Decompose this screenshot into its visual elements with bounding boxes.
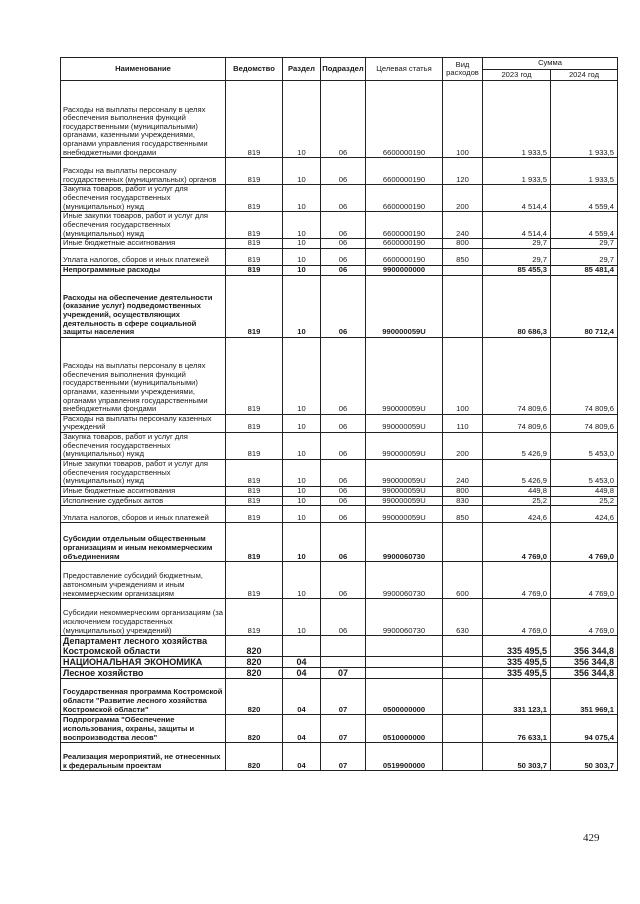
cell-name: Уплата налогов, сборов и иных платежей — [61, 248, 226, 265]
cell-dept: 819 — [226, 562, 283, 599]
header-subsection: Подраздел — [321, 58, 366, 81]
cell-section: 10 — [283, 275, 321, 337]
cell-sum-2023: 449,8 — [483, 486, 551, 496]
cell-sum-2023: 4 514,4 — [483, 212, 551, 239]
header-kind: Вид расходов — [443, 58, 483, 81]
cell-kind: 600 — [443, 562, 483, 599]
cell-section: 10 — [283, 239, 321, 249]
cell-name: Расходы на выплаты персоналу казенных учреждений — [61, 414, 226, 432]
cell-target: 6600000190 — [366, 185, 443, 212]
cell-section: 10 — [283, 81, 321, 158]
cell-name: Подпрограмма "Обеспечение использования, охраны, защиты и воспроизводства лесов" — [61, 715, 226, 743]
cell-sum-2024: 80 712,4 — [551, 275, 618, 337]
cell-dept: 819 — [226, 414, 283, 432]
cell-subsection: 06 — [321, 562, 366, 599]
cell-dept: 819 — [226, 239, 283, 249]
cell-subsection: 06 — [321, 239, 366, 249]
cell-dept: 820 — [226, 743, 283, 771]
cell-kind: 830 — [443, 496, 483, 506]
cell-subsection: 06 — [321, 599, 366, 636]
cell-sum-2023: 80 686,3 — [483, 275, 551, 337]
cell-target: 0500000000 — [366, 679, 443, 715]
cell-name: Непрограммные расходы — [61, 265, 226, 275]
cell-subsection: 06 — [321, 185, 366, 212]
cell-section: 10 — [283, 523, 321, 562]
header-name: Наименование — [61, 58, 226, 81]
cell-kind — [443, 743, 483, 771]
cell-subsection: 06 — [321, 523, 366, 562]
cell-section: 04 — [283, 679, 321, 715]
cell-target — [366, 657, 443, 668]
cell-sum-2024: 29,7 — [551, 248, 618, 265]
cell-sum-2023: 4 769,0 — [483, 562, 551, 599]
cell-sum-2024: 4 769,0 — [551, 599, 618, 636]
cell-dept: 819 — [226, 81, 283, 158]
cell-subsection: 07 — [321, 679, 366, 715]
cell-section: 10 — [283, 248, 321, 265]
cell-kind — [443, 636, 483, 657]
cell-sum-2023: 1 933,5 — [483, 81, 551, 158]
cell-sum-2024: 4 559,4 — [551, 185, 618, 212]
cell-sum-2024: 424,6 — [551, 506, 618, 523]
table-row — [61, 81, 618, 158]
cell-target: 9900060730 — [366, 562, 443, 599]
cell-section: 04 — [283, 715, 321, 743]
cell-dept: 820 — [226, 715, 283, 743]
budget-table — [60, 57, 618, 771]
table-row — [61, 743, 618, 771]
cell-dept: 819 — [226, 486, 283, 496]
cell-subsection: 06 — [321, 337, 366, 414]
cell-kind: 200 — [443, 185, 483, 212]
table-row — [61, 679, 618, 715]
cell-target: 6600000190 — [366, 248, 443, 265]
cell-subsection: 06 — [321, 265, 366, 275]
cell-target — [366, 668, 443, 679]
table-row — [61, 337, 618, 414]
cell-sum-2023: 4 769,0 — [483, 523, 551, 562]
cell-section: 10 — [283, 212, 321, 239]
cell-subsection: 06 — [321, 486, 366, 496]
cell-dept: 820 — [226, 668, 283, 679]
table-row — [61, 506, 618, 523]
cell-target: 9900000000 — [366, 265, 443, 275]
cell-kind: 630 — [443, 599, 483, 636]
cell-sum-2024: 4 559,4 — [551, 212, 618, 239]
cell-sum-2024: 1 933,5 — [551, 81, 618, 158]
cell-target: 990000059U — [366, 414, 443, 432]
cell-subsection: 06 — [321, 506, 366, 523]
cell-dept: 819 — [226, 158, 283, 185]
cell-target: 990000059U — [366, 506, 443, 523]
cell-kind: 240 — [443, 459, 483, 486]
cell-section: 04 — [283, 657, 321, 668]
cell-section: 10 — [283, 496, 321, 506]
cell-dept: 819 — [226, 185, 283, 212]
table-row — [61, 212, 618, 239]
page-number: 429 — [583, 832, 600, 844]
cell-subsection: 06 — [321, 459, 366, 486]
table-row — [61, 668, 618, 679]
cell-sum-2024: 356 344,8 — [551, 668, 618, 679]
cell-sum-2024: 356 344,8 — [551, 636, 618, 657]
header-row — [61, 58, 618, 70]
cell-kind — [443, 668, 483, 679]
cell-name: Субсидии отдельным общественным организациям и иным некоммерческим объединениям — [61, 523, 226, 562]
cell-name: Расходы на выплаты персоналу в целях обеспечения выполнения функций государственными (муниципальными) органами, казенными учреждениями, органами управления государственными внебюджетными фондами — [61, 337, 226, 414]
cell-sum-2023: 29,7 — [483, 248, 551, 265]
cell-name: Лесное хозяйство — [61, 668, 226, 679]
header-year-2023: 2023 год — [483, 69, 551, 81]
cell-section: 10 — [283, 337, 321, 414]
table-row — [61, 496, 618, 506]
cell-sum-2024: 4 769,0 — [551, 562, 618, 599]
cell-name: Расходы на выплаты персоналу государственных (муниципальных) органов — [61, 158, 226, 185]
cell-kind: 850 — [443, 248, 483, 265]
cell-subsection: 07 — [321, 715, 366, 743]
cell-kind: 120 — [443, 158, 483, 185]
cell-target: 990000059U — [366, 486, 443, 496]
cell-sum-2023: 5 426,9 — [483, 432, 551, 459]
cell-target: 990000059U — [366, 496, 443, 506]
cell-sum-2023: 85 455,3 — [483, 265, 551, 275]
cell-sum-2023: 74 809,6 — [483, 414, 551, 432]
cell-target — [366, 636, 443, 657]
cell-section: 10 — [283, 265, 321, 275]
cell-section: 10 — [283, 486, 321, 496]
table-row — [61, 599, 618, 636]
table-row — [61, 414, 618, 432]
table-row — [61, 715, 618, 743]
cell-kind — [443, 523, 483, 562]
cell-name: Реализация мероприятий, не отнесенных к федеральным проектам — [61, 743, 226, 771]
cell-sum-2024: 29,7 — [551, 239, 618, 249]
cell-kind — [443, 657, 483, 668]
cell-kind — [443, 715, 483, 743]
cell-name: Расходы на выплаты персоналу в целях обеспечения выполнения функций государственными (муниципальными) органами, казенными учреждениями, органами управления государственными внебюджетными фондами — [61, 81, 226, 158]
table-row — [61, 248, 618, 265]
cell-sum-2024: 356 344,8 — [551, 657, 618, 668]
cell-section: 10 — [283, 562, 321, 599]
cell-subsection: 06 — [321, 158, 366, 185]
cell-name: НАЦИОНАЛЬНАЯ ЭКОНОМИКА — [61, 657, 226, 668]
cell-name: Расходы на обеспечение деятельности (оказание услуг) подведомственных учреждений, осуществляющих деятельность в сфере социальной защиты населения — [61, 275, 226, 337]
cell-dept: 819 — [226, 212, 283, 239]
header-target: Целевая статья — [366, 58, 443, 81]
cell-section — [283, 636, 321, 657]
cell-dept: 819 — [226, 275, 283, 337]
cell-subsection: 06 — [321, 496, 366, 506]
table-row — [61, 657, 618, 668]
cell-subsection — [321, 636, 366, 657]
cell-name: Департамент лесного хозяйства Костромской области — [61, 636, 226, 657]
cell-target: 0519900000 — [366, 743, 443, 771]
cell-dept: 820 — [226, 679, 283, 715]
table-row — [61, 275, 618, 337]
cell-dept: 819 — [226, 248, 283, 265]
cell-sum-2024: 25,2 — [551, 496, 618, 506]
cell-dept: 819 — [226, 432, 283, 459]
cell-dept: 820 — [226, 657, 283, 668]
cell-target: 990000059U — [366, 432, 443, 459]
table-row — [61, 185, 618, 212]
cell-name: Иные бюджетные ассигнования — [61, 239, 226, 249]
cell-sum-2024: 1 933,5 — [551, 158, 618, 185]
cell-subsection: 06 — [321, 212, 366, 239]
cell-sum-2023: 50 303,7 — [483, 743, 551, 771]
cell-kind: 240 — [443, 212, 483, 239]
table-row — [61, 459, 618, 486]
cell-section: 04 — [283, 743, 321, 771]
cell-dept: 819 — [226, 265, 283, 275]
cell-dept: 819 — [226, 337, 283, 414]
header-sum: Сумма — [483, 58, 618, 70]
cell-dept: 819 — [226, 459, 283, 486]
table-body — [61, 81, 618, 771]
cell-kind: 850 — [443, 506, 483, 523]
cell-subsection: 06 — [321, 414, 366, 432]
cell-dept: 820 — [226, 636, 283, 657]
cell-sum-2024: 4 769,0 — [551, 523, 618, 562]
cell-target: 9900060730 — [366, 523, 443, 562]
cell-target: 990000059U — [366, 275, 443, 337]
cell-sum-2023: 335 495,5 — [483, 636, 551, 657]
table-row — [61, 636, 618, 657]
cell-sum-2023: 331 123,1 — [483, 679, 551, 715]
table-row — [61, 486, 618, 496]
cell-sum-2023: 424,6 — [483, 506, 551, 523]
cell-section: 10 — [283, 432, 321, 459]
cell-sum-2024: 74 809,6 — [551, 337, 618, 414]
header-dept: Ведомство — [226, 58, 283, 81]
table-row — [61, 523, 618, 562]
cell-sum-2024: 85 481,4 — [551, 265, 618, 275]
cell-sum-2023: 335 495,5 — [483, 668, 551, 679]
cell-sum-2024: 5 453,0 — [551, 432, 618, 459]
cell-dept: 819 — [226, 523, 283, 562]
table-row — [61, 562, 618, 599]
cell-sum-2024: 50 303,7 — [551, 743, 618, 771]
cell-section: 10 — [283, 459, 321, 486]
table-row — [61, 239, 618, 249]
cell-target: 6600000190 — [366, 158, 443, 185]
cell-sum-2023: 4 514,4 — [483, 185, 551, 212]
cell-sum-2024: 94 075,4 — [551, 715, 618, 743]
cell-name: Иные закупки товаров, работ и услуг для обеспечения государственных (муниципальных) нужд — [61, 459, 226, 486]
cell-dept: 819 — [226, 496, 283, 506]
cell-subsection: 07 — [321, 743, 366, 771]
cell-sum-2024: 74 809,6 — [551, 414, 618, 432]
budget-table-container — [60, 57, 617, 771]
cell-target: 6600000190 — [366, 212, 443, 239]
cell-kind: 800 — [443, 486, 483, 496]
cell-dept: 819 — [226, 599, 283, 636]
cell-subsection: 06 — [321, 275, 366, 337]
cell-name: Закупка товаров, работ и услуг для обеспечения государственных (муниципальных) нужд — [61, 185, 226, 212]
cell-kind — [443, 679, 483, 715]
cell-name: Иные закупки товаров, работ и услуг для обеспечения государственных (муниципальных) нужд — [61, 212, 226, 239]
cell-name: Субсидии некоммерческим организациям (за исключением государственных (муниципальных) учреждений) — [61, 599, 226, 636]
cell-target: 9900060730 — [366, 599, 443, 636]
cell-section: 10 — [283, 185, 321, 212]
cell-name: Государственная программа Костромской области "Развитие лесного хозяйства Костромской области" — [61, 679, 226, 715]
cell-subsection: 06 — [321, 81, 366, 158]
cell-kind — [443, 275, 483, 337]
table-row — [61, 432, 618, 459]
cell-kind: 200 — [443, 432, 483, 459]
cell-subsection — [321, 657, 366, 668]
cell-section: 04 — [283, 668, 321, 679]
cell-sum-2023: 5 426,9 — [483, 459, 551, 486]
cell-name: Закупка товаров, работ и услуг для обеспечения государственных (муниципальных) нужд — [61, 432, 226, 459]
cell-sum-2023: 1 933,5 — [483, 158, 551, 185]
cell-section: 10 — [283, 158, 321, 185]
cell-section: 10 — [283, 599, 321, 636]
cell-subsection: 06 — [321, 432, 366, 459]
table-row — [61, 158, 618, 185]
table-row — [61, 265, 618, 275]
cell-sum-2023: 74 809,6 — [483, 337, 551, 414]
cell-section: 10 — [283, 506, 321, 523]
cell-sum-2024: 351 969,1 — [551, 679, 618, 715]
cell-target: 990000059U — [366, 459, 443, 486]
cell-kind — [443, 265, 483, 275]
cell-sum-2023: 25,2 — [483, 496, 551, 506]
header-year-2024: 2024 год — [551, 69, 618, 81]
header-section: Раздел — [283, 58, 321, 81]
cell-subsection: 07 — [321, 668, 366, 679]
cell-sum-2023: 4 769,0 — [483, 599, 551, 636]
cell-name: Уплата налогов, сборов и иных платежей — [61, 506, 226, 523]
cell-target: 0510000000 — [366, 715, 443, 743]
cell-section: 10 — [283, 414, 321, 432]
cell-name: Исполнение судебных актов — [61, 496, 226, 506]
cell-kind: 800 — [443, 239, 483, 249]
cell-dept: 819 — [226, 506, 283, 523]
cell-kind: 100 — [443, 81, 483, 158]
cell-sum-2024: 5 453,0 — [551, 459, 618, 486]
cell-target: 6600000190 — [366, 239, 443, 249]
cell-name: Иные бюджетные ассигнования — [61, 486, 226, 496]
cell-subsection: 06 — [321, 248, 366, 265]
cell-sum-2023: 335 495,5 — [483, 657, 551, 668]
cell-sum-2023: 76 633,1 — [483, 715, 551, 743]
cell-sum-2024: 449,8 — [551, 486, 618, 496]
cell-kind: 100 — [443, 337, 483, 414]
cell-sum-2023: 29,7 — [483, 239, 551, 249]
cell-target: 6600000190 — [366, 81, 443, 158]
cell-target: 990000059U — [366, 337, 443, 414]
cell-kind: 110 — [443, 414, 483, 432]
cell-name: Предоставление субсидий бюджетным, автономным учреждениям и иным некоммерческим организациям — [61, 562, 226, 599]
